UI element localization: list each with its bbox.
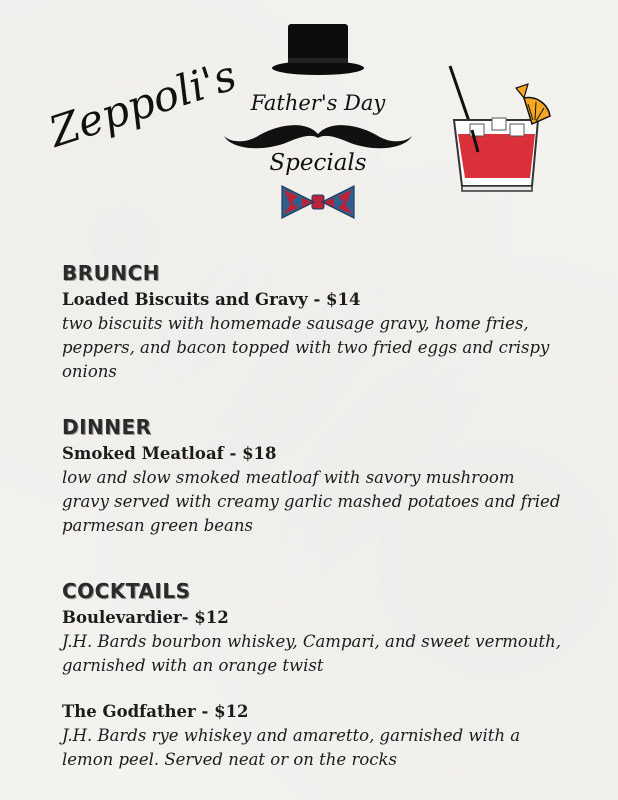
section-cocktails [62, 578, 562, 772]
orange-slice-icon [516, 84, 550, 124]
item-description: J.H. Bards rye whiskey and amaretto, garnished with a lemon peel. Served neat or on the rocks [62, 726, 521, 769]
menu-item [62, 288, 562, 384]
item-name: Smoked Meatloaf - $18 [62, 444, 277, 463]
cocktail-glass-icon [440, 60, 560, 195]
bow-tie-icon [282, 186, 354, 218]
item-description: low and slow smoked meatloaf with savory mushroom gravy served with creamy garlic mashed potatoes and fried parmesan green beans [62, 468, 561, 535]
section-brunch [62, 260, 562, 384]
logo-text: Zeppoli's [43, 50, 243, 157]
section-title: BRUNCH [62, 261, 161, 285]
menu-content [62, 260, 562, 772]
menu-item [62, 442, 562, 538]
specials-title: Specials [269, 150, 367, 176]
top-hat-icon [272, 24, 364, 75]
menu-item [62, 700, 562, 772]
mustache-icon [224, 125, 412, 148]
item-name: The Godfather - $12 [62, 702, 249, 721]
item-name: Loaded Biscuits and Gravy - $14 [62, 290, 361, 309]
fathers-day-title: Father's Day [250, 91, 386, 115]
item-name: Boulevardier- $12 [62, 608, 229, 627]
section-title: DINNER [62, 415, 152, 439]
fathers-day-art [218, 18, 418, 238]
section-title: COCKTAILS [62, 579, 191, 603]
menu-item [62, 606, 562, 678]
item-description: two biscuits with homemade sausage gravy, home fries, peppers, and bacon topped with two fried eggs and crispy onions [62, 314, 550, 381]
item-description: J.H. Bards bourbon whiskey, Campari, and sweet vermouth, garnished with an orange twist [62, 632, 561, 675]
zeppolis-logo [40, 50, 243, 157]
logo-wordmark [40, 50, 243, 157]
section-dinner [62, 414, 562, 538]
